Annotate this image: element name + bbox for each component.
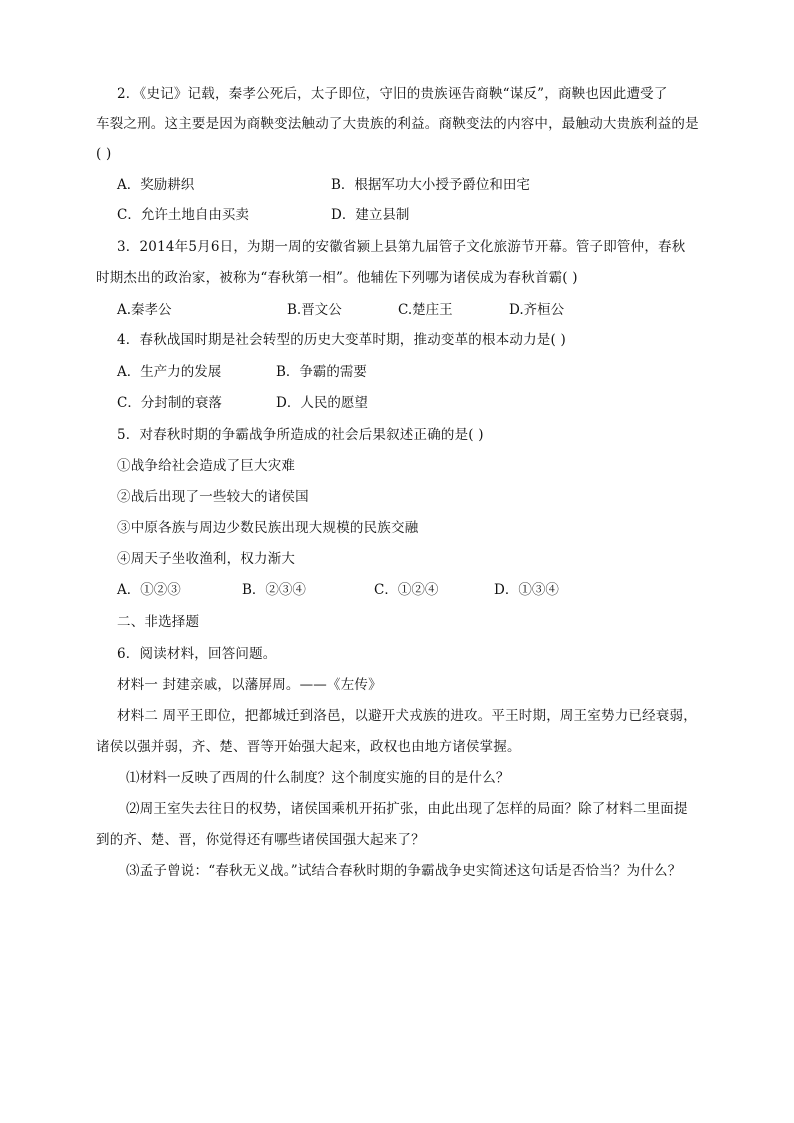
q3-option-a: A.秦孝公 — [117, 302, 172, 318]
q5-stem: 5．对春秋时期的争霸战争所造成的社会后果叙述正确的是( ) — [117, 427, 484, 443]
q6-subquestion-2-line2: 到的齐、楚、晋，你觉得还有哪些诸侯国强大起来了？ — [96, 832, 425, 848]
q6-subquestion-3: ⑶孟子曾说：“春秋无义战。”试结合春秋时期的争霸战争史实简述这句话是否恰当？为什么？ — [126, 863, 682, 879]
q5-option-a: A．①②③ — [117, 582, 181, 598]
q5-item-4: ④周天子坐收渔利，权力渐大 — [117, 551, 296, 567]
q5-item-2: ②战后出现了一些较大的诸侯国 — [117, 489, 309, 505]
q6-material-1: 材料一 封建亲戚，以藩屏周。——《左传》 — [117, 677, 382, 693]
section-heading-non-choice: 二、非选择题 — [117, 614, 200, 630]
q6-subquestion-1: ⑴材料一反映了西周的什么制度？这个制度实施的目的是什么？ — [126, 770, 510, 786]
q4-option-c: C．分封制的衰落 — [117, 395, 222, 411]
q4-option-d: D．人民的愿望 — [276, 395, 368, 411]
q2-option-a: A．奖励耕织 — [117, 177, 195, 193]
q2-option-c: C．允许土地自由买卖 — [117, 207, 249, 223]
q5-option-d: D．①③④ — [494, 582, 559, 598]
q5-option-b: B．②③④ — [242, 582, 306, 598]
q3-option-d: D.齐桓公 — [509, 302, 565, 318]
q2-option-d: D．建立县制 — [331, 207, 410, 223]
q3-stem-line2: 时期杰出的政治家，被称为“春秋第一相”。他辅佐下列哪为诸侯成为春秋首霸( ) — [96, 270, 578, 286]
q4-option-b: B．争霸的需要 — [276, 364, 367, 380]
q5-option-c: C．①②④ — [374, 582, 439, 598]
q4-option-a: A．生产力的发展 — [117, 364, 222, 380]
q6-stem: 6．阅读材料，回答问题。 — [117, 646, 277, 662]
q3-option-c: C.楚庄王 — [398, 302, 453, 318]
q5-item-3: ③中原各族与周边少数民族出现大规模的民族交融 — [117, 520, 419, 536]
q2-answer-blank: ( ) — [96, 146, 112, 162]
q5-item-1: ①战争给社会造成了巨大灾难 — [117, 458, 296, 474]
q6-material-2-line1: 材料二 周平王即位，把都城迁到洛邑，以避开犬戎族的进攻。平王时期，周王室势力已经衰弱， — [117, 708, 697, 724]
q6-material-2-line2: 诸侯以强并弱，齐、楚、晋等开始强大起来，政权也由地方诸侯掌握。 — [96, 739, 521, 755]
q2-stem-line1: 2．《史记》记载，秦孝公死后，太子即位，守旧的贵族诬告商鞅“谋反”，商鞅也因此遭受了 — [117, 86, 668, 102]
q3-option-b: B.晋文公 — [287, 302, 342, 318]
q4-stem: 4．春秋战国时期是社会转型的历史大变革时期，推动变革的根本动力是( ) — [117, 332, 566, 348]
q2-option-b: B．根据军功大小授予爵位和田宅 — [331, 177, 530, 193]
q3-stem-line1: 3．2014年5月6日，为期一周的安徽省颍上县第九届管子文化旅游节开幕。管子即管仲，春秋 — [117, 239, 686, 255]
q2-stem-line2: 车裂之刑。这主要是因为商鞅变法触动了大贵族的利益。商鞅变法的内容中，最触动大贵族利益的是 — [96, 116, 699, 132]
q6-subquestion-2-line1: ⑵周王室失去往日的权势，诸侯国乘机开拓扩张，由此出现了怎样的局面？除了材料二里面提 — [126, 801, 688, 817]
